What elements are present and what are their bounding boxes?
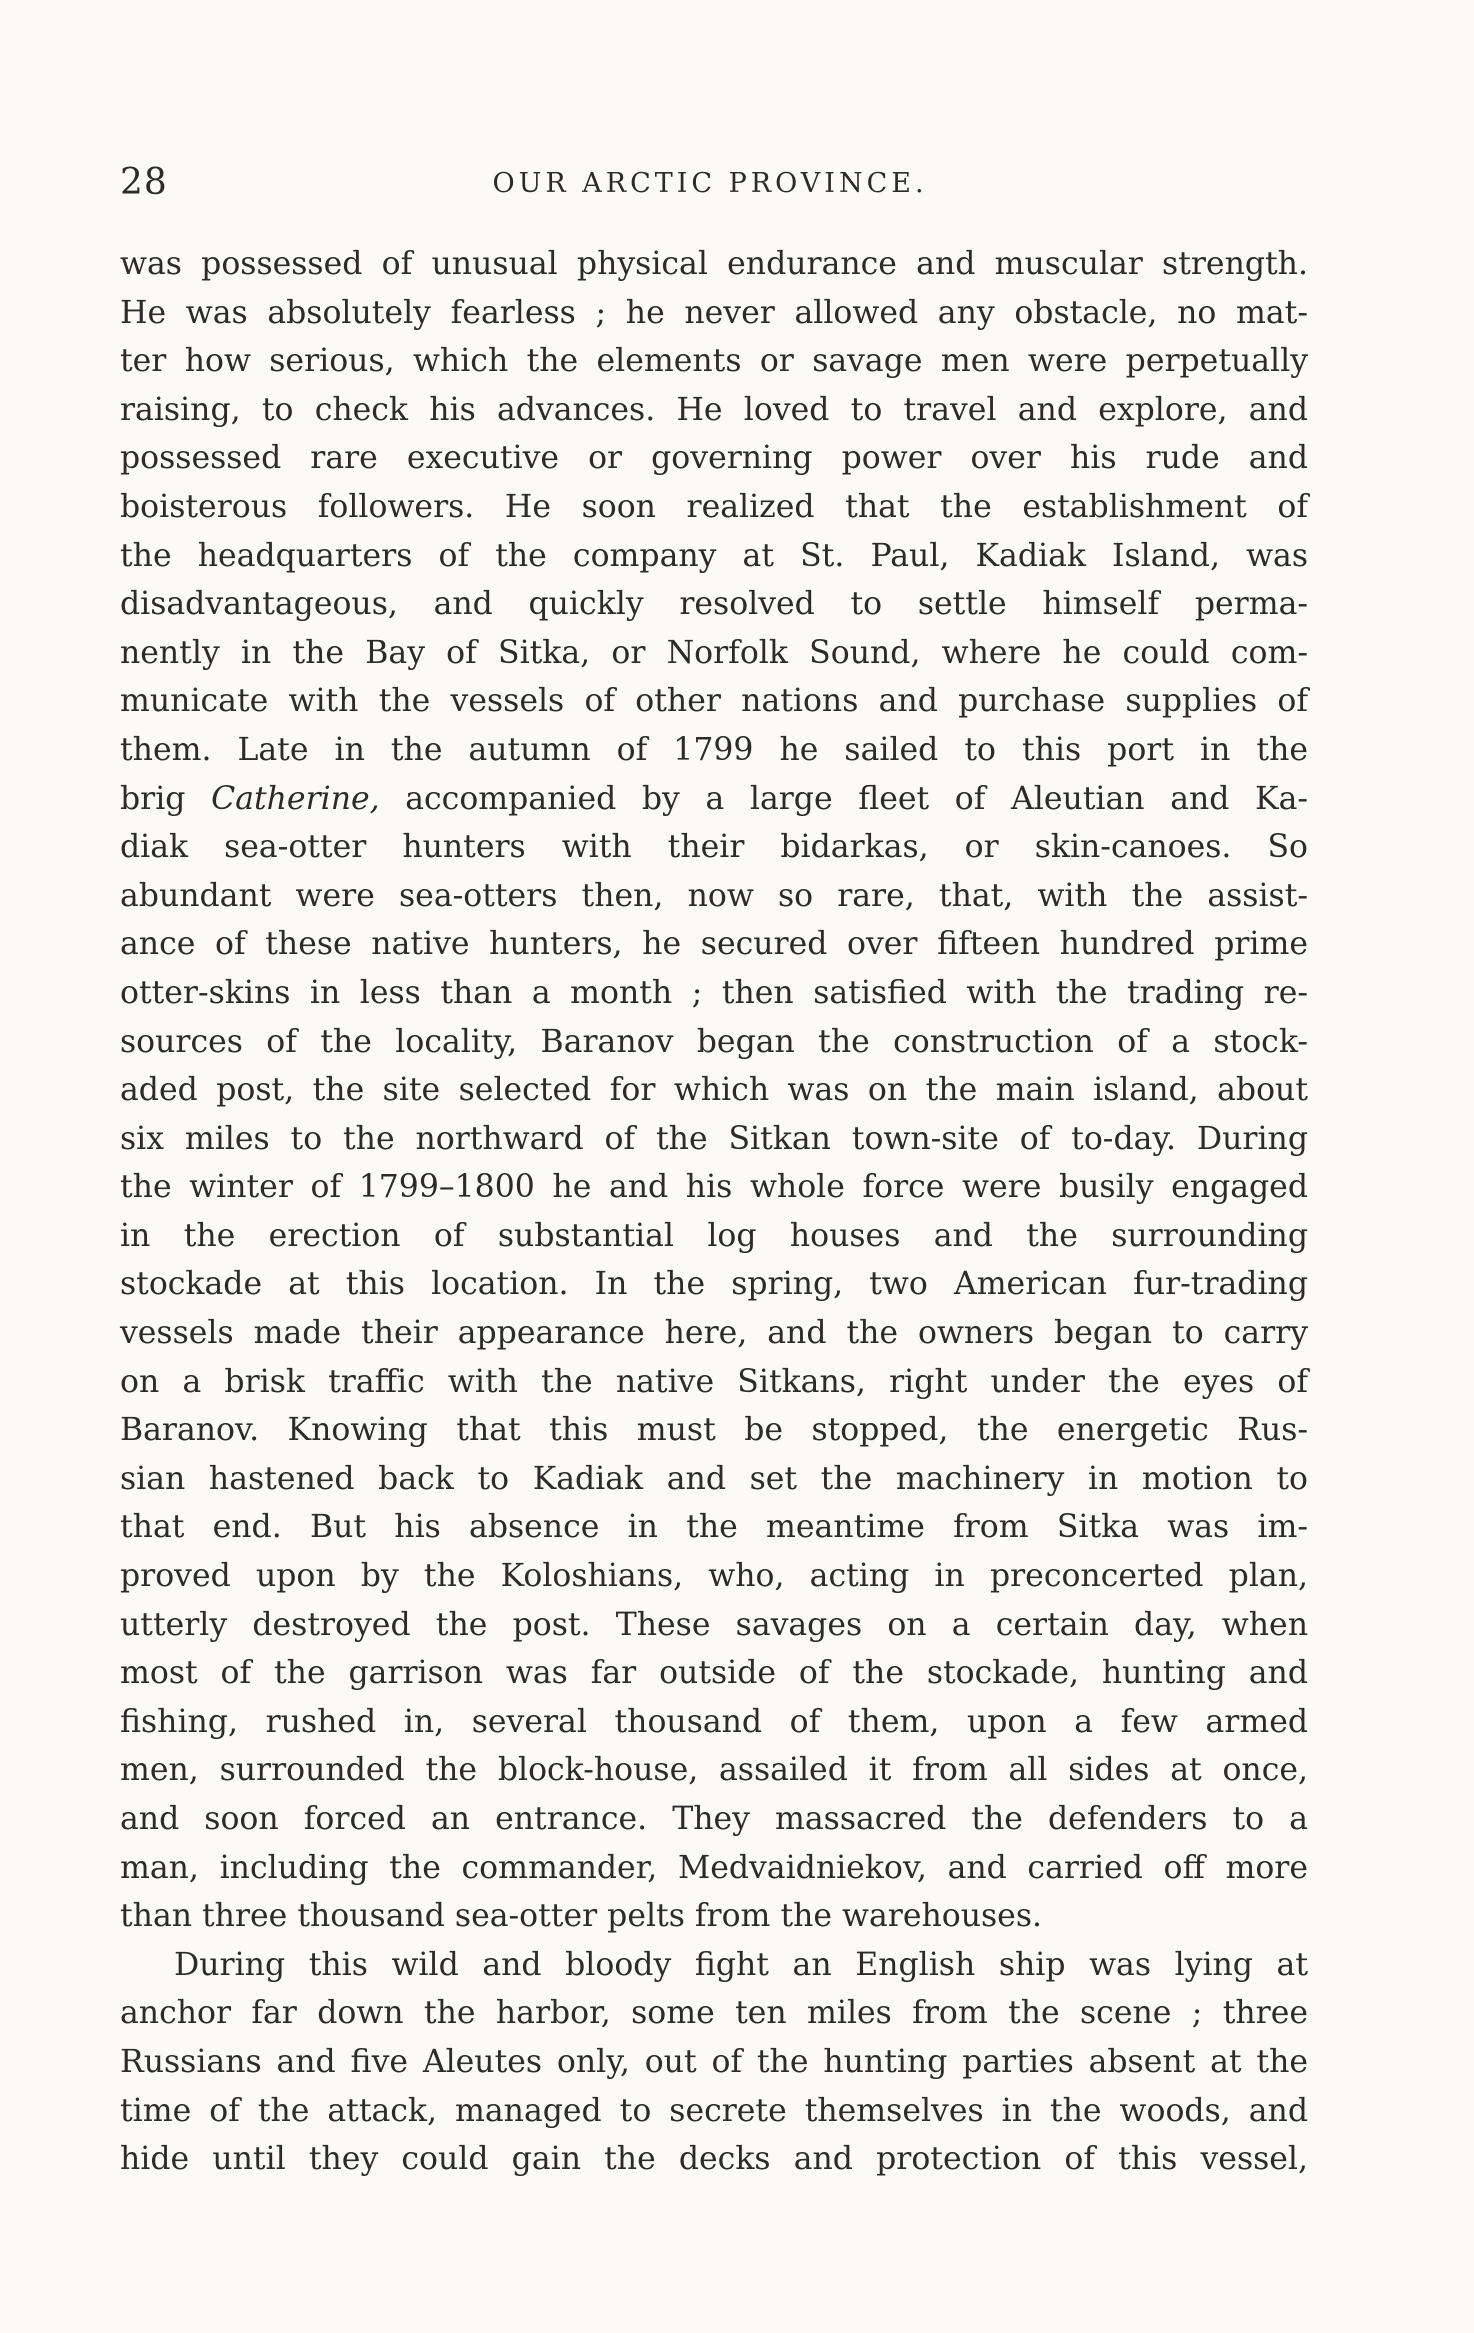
text-line: sources of the locality, Baranov began the construction of a stock- [120,1023,1308,1060]
ship-name: Catherine, [211,780,380,817]
text-line: that end. But his absence in the meantime from Sitka was im- [120,1509,1308,1546]
text-line: and soon forced an entrance. They massacred the defenders to a [120,1801,1308,1837]
text-segment: accompanied by a large fleet of Aleutian and Ka- [379,780,1308,817]
text-line: six miles to the northward of the Sitkan town-site of to-day. During [120,1120,1308,1157]
text-line: nently in the Bay of Sitka, or Norfolk Sound, where he could com- [120,634,1308,671]
text-line: sian hastened back to Kadiak and set the machinery in motion to [120,1460,1308,1497]
text-line: in the erection of substantial log houses and the surrounding [120,1217,1308,1254]
paragraph-end-line: than three thousand sea-otter pelts from the warehouses. [120,1898,1043,1935]
text-line: raising, to check his advances. He loved to travel and explore, and [120,391,1308,428]
text-line: hide until they could gain the decks and protection of this vessel, [120,2141,1308,2178]
text-line: fishing, rushed in, several thousand of them, upon a few armed [120,1703,1308,1740]
text-line: the headquarters of the company at St. Paul, Kadiak Island, was [120,537,1308,574]
text-line: on a brisk traffic with the native Sitkans, right under the eyes of [120,1363,1308,1400]
text-segment: brig [120,780,212,817]
page-number: 28 [120,162,168,203]
text-line: vessels made their appearance here, and the owners began to carry [120,1315,1308,1352]
text-line: stockade at this location. In the spring, two American fur-trading [120,1266,1308,1303]
text-line: possessed rare executive or governing power over his rude and [120,440,1308,477]
text-line: men, surrounded the block-house, assailed it from all sides at once, [120,1752,1308,1789]
text-line: time of the attack, managed to secrete themselves in the woods, and [120,2092,1308,2129]
body-text [120,240,1308,2184]
text-line: proved upon by the Koloshians, who, acting in preconcerted plan, [120,1558,1308,1595]
text-line: diak sea-otter hunters with their bidarkas, or skin-canoes. So [120,829,1308,866]
text-line: ter how serious, which the elements or savage men were perpetually [120,343,1308,380]
text-line: them. Late in the autumn of 1799 he sailed to this port in the [120,731,1308,768]
text-line: otter-skins in less than a month ; then satisfied with the trading re- [120,974,1308,1011]
text-line: utterly destroyed the post. These savages on a certain day, when [120,1606,1308,1643]
text-line-with-ship-name [120,775,1308,824]
text-line: abundant were sea-otters then, now so rare, that, with the assist- [120,877,1308,914]
text-line: was possessed of unusual physical endurance and muscular strength. [120,246,1308,282]
text-line: boisterous followers. He soon realized that the establishment of [120,488,1308,525]
text-line: the winter of 1799–1800 he and his whole force were busily engaged [120,1169,1308,1206]
text-line: He was absolutely fearless ; he never allowed any obstacle, no mat- [120,294,1308,331]
page-header [120,162,1300,222]
text-line: ance of these native hunters, he secured over fifteen hundred prime [120,926,1308,963]
text-line: Baranov. Knowing that this must be stopped, the energetic Rus- [120,1412,1308,1449]
text-line: most of the garrison was far outside of the stockade, hunting and [120,1655,1308,1692]
text-line: man, including the commander, Medvaidniekov, and carried off more [120,1849,1308,1886]
text-line: Russians and five Aleutes only, out of the hunting parties absent at the [120,2043,1308,2080]
running-title: OUR ARCTIC PROVINCE. [492,168,928,199]
text-line: disadvantageous, and quickly resolved to settle himself perma- [120,586,1308,623]
text-line: aded post, the site selected for which was on the main island, about [120,1072,1308,1109]
paragraph-start-line: During this wild and bloody fight an English ship was lying at [174,1946,1308,1983]
text-line: anchor far down the harbor, some ten miles from the scene ; three [120,1995,1308,2032]
text-line: municate with the vessels of other nations and purchase supplies of [120,683,1308,720]
